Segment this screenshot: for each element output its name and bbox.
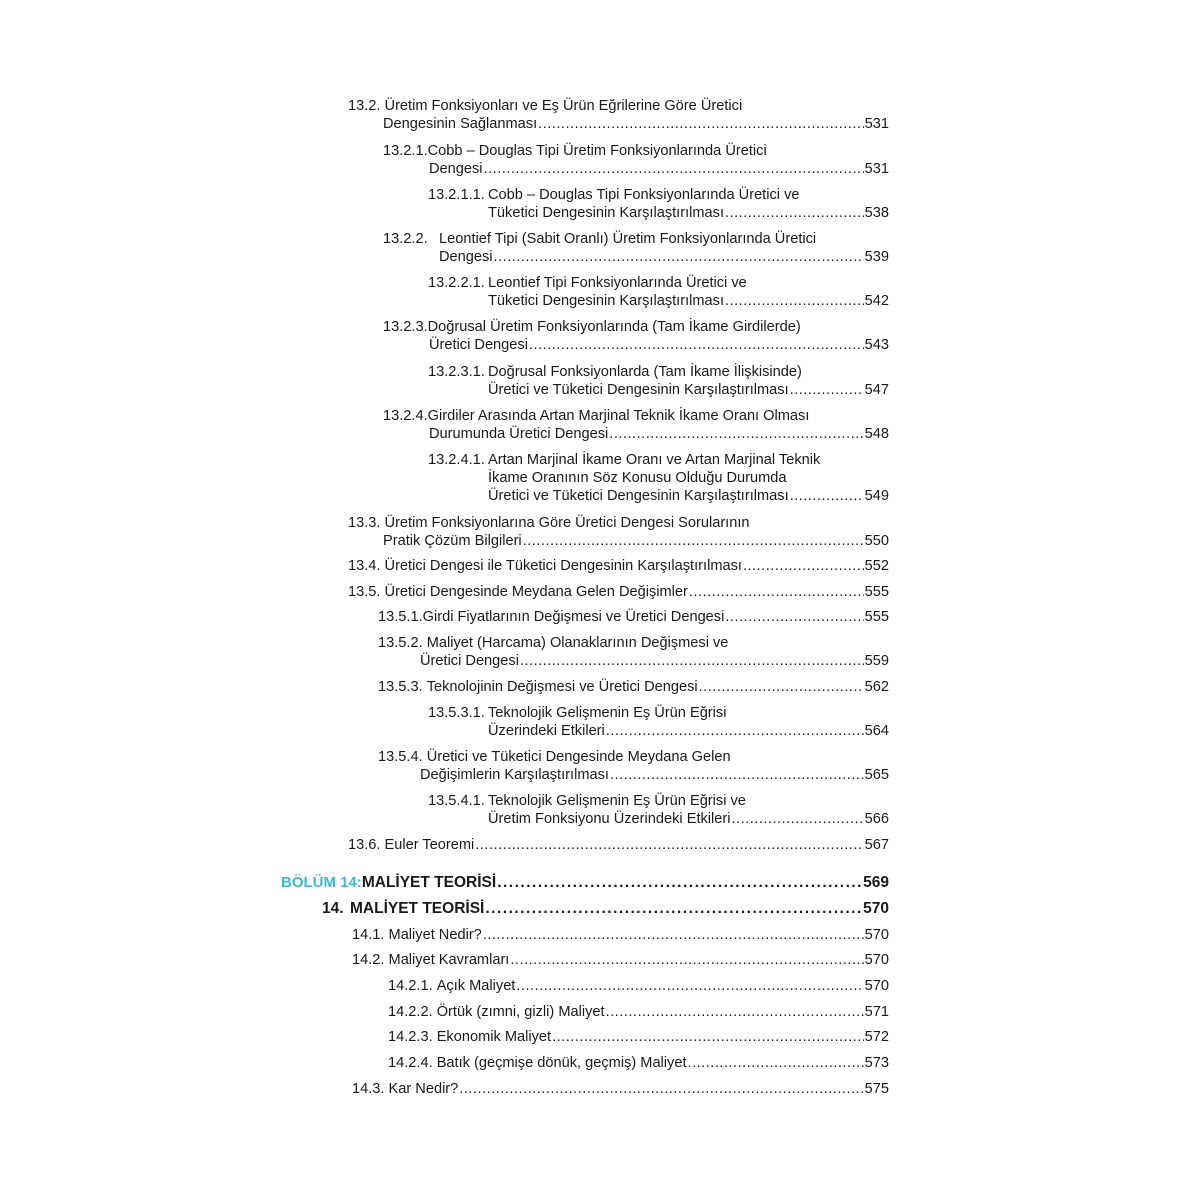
toc-title-cont: Üretici Dengesi bbox=[420, 653, 519, 669]
toc-entry[interactable] bbox=[348, 514, 889, 550]
dot-leader bbox=[790, 381, 864, 399]
toc-entry[interactable] bbox=[352, 951, 889, 969]
dot-leader bbox=[609, 425, 863, 443]
toc-page: 571 bbox=[864, 1004, 889, 1020]
toc-title-cont: Üretici Dengesi bbox=[429, 337, 528, 353]
toc-page: 569 bbox=[863, 874, 889, 891]
toc-number: 13.5.3. bbox=[378, 679, 423, 695]
dot-leader bbox=[725, 292, 864, 310]
toc-page: 552 bbox=[864, 558, 889, 574]
toc-entry[interactable] bbox=[383, 142, 889, 178]
dot-leader bbox=[494, 248, 864, 266]
toc-entry[interactable] bbox=[352, 926, 889, 944]
toc-entry[interactable] bbox=[388, 1028, 889, 1046]
dot-leader bbox=[529, 336, 864, 354]
toc-title: Örtük (zımni, gizli) Maliyet bbox=[436, 1004, 605, 1020]
dot-leader bbox=[520, 652, 864, 670]
toc-title: Teknolojik Gelişmenin Eş Ürün Eğrisi bbox=[488, 705, 727, 721]
toc-title: Batık (geçmişe dönük, geçmiş) Maliyet bbox=[436, 1055, 687, 1071]
dot-leader bbox=[725, 608, 863, 626]
toc-number: 13.5. bbox=[348, 584, 381, 600]
toc-title: Üretim Fonksiyonlarına Göre Üretici Dengesi Sorularının bbox=[384, 515, 750, 531]
toc-title: Maliyet Kavramları bbox=[388, 952, 510, 968]
dot-leader bbox=[688, 1054, 864, 1072]
toc-title: Girdiler Arasında Artan Marjinal Teknik İkame Oranı Olması bbox=[427, 408, 810, 424]
toc-title: Leontief Tipi Fonksiyonlarında Üretici ve bbox=[488, 275, 747, 291]
toc-number: 14.2.4. bbox=[388, 1055, 433, 1071]
toc-entry[interactable] bbox=[428, 274, 889, 310]
toc-number: 14.2. bbox=[352, 952, 385, 968]
toc-number: 13.2.3. bbox=[383, 319, 428, 335]
toc-number: 14. bbox=[322, 900, 344, 917]
toc-page: 565 bbox=[864, 767, 889, 783]
toc-entry[interactable] bbox=[352, 1080, 889, 1098]
toc-page: 550 bbox=[864, 533, 889, 549]
dot-leader bbox=[790, 487, 864, 505]
toc-title-cont: Üretici ve Tüketici Dengesinin Karşılaştırılması bbox=[488, 488, 789, 504]
toc-title-cont: Üretici ve Tüketici Dengesinin Karşılaştırılması bbox=[488, 382, 789, 398]
toc-number: 14.2.1. bbox=[388, 978, 433, 994]
toc-number: 13.3. bbox=[348, 515, 381, 531]
toc-title: Cobb – Douglas Tipi Üretim Fonksiyonlarında Üretici bbox=[427, 143, 767, 159]
toc-page: 531 bbox=[864, 116, 889, 132]
toc-page: 548 bbox=[864, 426, 889, 442]
toc-title-cont: Değişimlerin Karşılaştırılması bbox=[420, 767, 609, 783]
toc-entry[interactable] bbox=[378, 748, 889, 784]
dot-leader bbox=[538, 115, 864, 133]
toc-number: 13.2.2.1. bbox=[428, 275, 485, 291]
toc-page: 555 bbox=[864, 609, 889, 625]
toc-title: Üretici ve Tüketici Dengesinde Meydana Gelen bbox=[426, 749, 731, 765]
toc-title-cont: Üretim Fonksiyonu Üzerindeki Etkileri bbox=[488, 811, 731, 827]
toc-title: Teknolojik Gelişmenin Eş Ürün Eğrisi ve bbox=[488, 793, 746, 809]
toc-number: 14.1. bbox=[352, 927, 385, 943]
toc-number: 13.2.1.1. bbox=[428, 187, 485, 203]
toc-page: 538 bbox=[864, 205, 889, 221]
toc-entry[interactable] bbox=[388, 1003, 889, 1021]
toc-entry[interactable] bbox=[428, 451, 889, 505]
toc-title: Üretici Dengesinde Meydana Gelen Değişimler bbox=[384, 584, 688, 600]
toc-page: 570 bbox=[864, 927, 889, 943]
toc-number: 13.5.4. bbox=[378, 749, 423, 765]
toc-page: 542 bbox=[864, 293, 889, 309]
toc-title: Üretici Dengesi ile Tüketici Dengesinin Karşılaştırılması bbox=[384, 558, 742, 574]
toc-page: 559 bbox=[864, 653, 889, 669]
toc-entry[interactable] bbox=[428, 704, 889, 740]
toc-entry[interactable] bbox=[378, 634, 889, 670]
toc-page: 531 bbox=[864, 161, 889, 177]
chapter-title: MALİYET TEORİSİ bbox=[361, 874, 497, 891]
dot-leader bbox=[606, 1003, 864, 1021]
toc-entry[interactable] bbox=[378, 678, 889, 696]
dot-leader bbox=[552, 1028, 864, 1046]
toc-number: 13.2.2. bbox=[383, 231, 428, 247]
dot-leader bbox=[610, 766, 864, 784]
dot-leader bbox=[689, 583, 864, 601]
toc-number: 13.2. bbox=[348, 98, 381, 114]
toc-title: Üretim Fonksiyonları ve Eş Ürün Eğrilerine Göre Üretici bbox=[384, 98, 743, 114]
toc-title: Girdi Fiyatlarının Değişmesi ve Üretici Dengesi bbox=[422, 609, 725, 625]
toc-page: 549 bbox=[864, 488, 889, 504]
toc-title: Maliyet (Harcama) Olanaklarının Değişmesi ve bbox=[426, 635, 729, 651]
toc-title-cont: Dengesi bbox=[439, 249, 493, 265]
toc-entry[interactable] bbox=[322, 900, 889, 918]
toc-entry[interactable] bbox=[428, 792, 889, 828]
toc-number: 13.6. bbox=[348, 837, 381, 853]
toc-page: 572 bbox=[864, 1029, 889, 1045]
toc-number: 14.2.3. bbox=[388, 1029, 433, 1045]
toc-title: Doğrusal Fonksiyonlarda (Tam İkame İlişkisinde) bbox=[488, 364, 802, 380]
toc-page: 570 bbox=[863, 900, 889, 917]
toc-title-cont: Tüketici Dengesinin Karşılaştırılması bbox=[488, 293, 725, 309]
toc-title: Açık Maliyet bbox=[436, 978, 516, 994]
toc-title-cont: Pratik Çözüm Bilgileri bbox=[383, 533, 522, 549]
toc-number: 13.4. bbox=[348, 558, 381, 574]
toc-page: 570 bbox=[864, 952, 889, 968]
toc-page: 567 bbox=[864, 837, 889, 853]
toc-number: 13.2.4.1. bbox=[428, 452, 485, 468]
toc-entry[interactable] bbox=[428, 363, 889, 399]
dot-leader bbox=[523, 532, 864, 550]
toc-number: 13.5.3.1. bbox=[428, 705, 485, 721]
toc-title: Doğrusal Üretim Fonksiyonlarında (Tam İkame Girdilerde) bbox=[427, 319, 801, 335]
dot-leader bbox=[606, 722, 864, 740]
dot-leader bbox=[725, 204, 864, 222]
toc-title-cont: Dengesinin Sağlanması bbox=[383, 116, 538, 132]
toc-title-cont: Durumunda Üretici Dengesi bbox=[429, 426, 609, 442]
dot-leader bbox=[483, 926, 864, 944]
dot-leader bbox=[699, 678, 864, 696]
toc-entry[interactable] bbox=[348, 97, 889, 133]
toc-title-cont: İkame Oranının Söz Konusu Olduğu Durumda bbox=[488, 470, 787, 486]
toc-title: Ekonomik Maliyet bbox=[436, 1029, 552, 1045]
toc-title: MALİYET TEORİSİ bbox=[350, 900, 485, 917]
toc-entry[interactable] bbox=[348, 557, 889, 575]
dot-leader bbox=[459, 1080, 863, 1098]
toc-entry[interactable] bbox=[383, 230, 889, 266]
toc-page: 562 bbox=[864, 679, 889, 695]
chapter-heading[interactable] bbox=[281, 874, 889, 892]
toc-entry[interactable] bbox=[388, 1054, 889, 1072]
toc-page: 564 bbox=[864, 723, 889, 739]
dot-leader bbox=[516, 977, 863, 995]
toc-number: 14.2.2. bbox=[388, 1004, 433, 1020]
toc-title-cont: Tüketici Dengesinin Karşılaştırılması bbox=[488, 205, 725, 221]
toc-page: 573 bbox=[864, 1055, 889, 1071]
toc-entry[interactable] bbox=[388, 977, 889, 995]
dot-leader bbox=[475, 836, 863, 854]
toc-title: Artan Marjinal İkame Oranı ve Artan Marjinal Teknik bbox=[488, 452, 821, 468]
toc-number: 13.2.4. bbox=[383, 408, 428, 424]
toc-number: 13.2.1. bbox=[383, 143, 428, 159]
dot-leader bbox=[510, 951, 863, 969]
toc-number: 13.5.2. bbox=[378, 635, 423, 651]
toc-page: 566 bbox=[864, 811, 889, 827]
dot-leader bbox=[732, 810, 864, 828]
toc-page: 543 bbox=[864, 337, 889, 353]
chapter-label: BÖLÜM 14: bbox=[281, 874, 362, 891]
toc-entry[interactable] bbox=[348, 836, 889, 854]
toc-number: 14.3. bbox=[352, 1081, 385, 1097]
toc-title-cont: Dengesi bbox=[429, 161, 483, 177]
toc-number: 13.2.3.1. bbox=[428, 364, 485, 380]
toc-page: 547 bbox=[864, 382, 889, 398]
toc-title: Kar Nedir? bbox=[388, 1081, 459, 1097]
toc-title: Teknolojinin Değişmesi ve Üretici Dengesi bbox=[426, 679, 698, 695]
toc-title-cont: Üzerindeki Etkileri bbox=[488, 723, 605, 739]
toc-entry[interactable] bbox=[378, 608, 889, 626]
toc-entry[interactable] bbox=[383, 407, 889, 443]
dot-leader bbox=[484, 160, 864, 178]
toc-title: Leontief Tipi (Sabit Oranlı) Üretim Fonksiyonlarında Üretici bbox=[439, 231, 817, 247]
dot-leader bbox=[485, 900, 862, 918]
toc-number: 13.5.1. bbox=[378, 609, 423, 625]
dot-leader bbox=[497, 874, 862, 892]
toc-title: Cobb – Douglas Tipi Fonksiyonlarında Üretici ve bbox=[488, 187, 800, 203]
toc-title: Maliyet Nedir? bbox=[388, 927, 482, 943]
toc-page: 539 bbox=[864, 249, 889, 265]
toc-page: 575 bbox=[864, 1081, 889, 1097]
toc-page: 555 bbox=[864, 584, 889, 600]
toc-number: 13.5.4.1. bbox=[428, 793, 485, 809]
toc-page: 570 bbox=[864, 978, 889, 994]
toc-entry[interactable] bbox=[383, 318, 889, 354]
toc-entry[interactable] bbox=[428, 186, 889, 222]
toc-entry[interactable] bbox=[348, 583, 889, 601]
dot-leader bbox=[743, 557, 864, 575]
toc-title: Euler Teoremi bbox=[384, 837, 475, 853]
